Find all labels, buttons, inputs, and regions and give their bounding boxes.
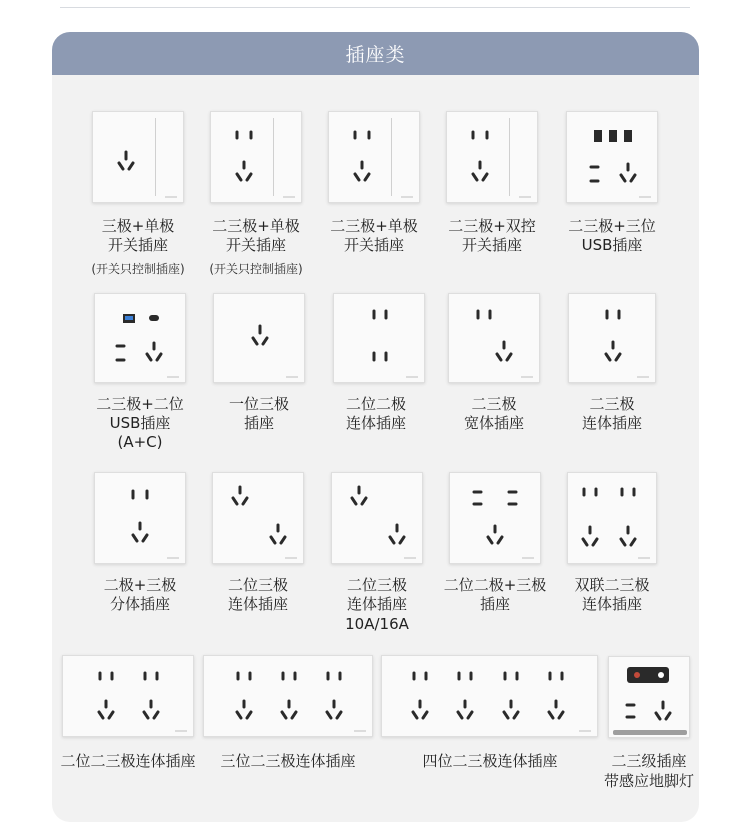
item-6-line2: USB插座: [109, 414, 171, 432]
socket-card-13: [331, 472, 423, 564]
item-9-line1: 二三极: [471, 395, 517, 413]
item-19-line1: 二三级插座: [611, 752, 687, 770]
item-18-label: 四位二三极连体插座: [422, 752, 558, 770]
two-three-pin-outlet-icon: [449, 294, 541, 384]
item-9-line2: 宽体插座: [463, 414, 524, 432]
socket-card-17: [203, 655, 373, 737]
item-15-line2: 连体插座: [581, 595, 642, 613]
socket-card-8: [333, 293, 425, 383]
socket-card-18: [381, 655, 598, 737]
three-pin-outlet-icon: [93, 112, 185, 204]
two-three-pin-outlet-icon: [211, 112, 303, 204]
double-three-pin-outlet-icon: [213, 473, 305, 565]
socket-card-16: [62, 655, 194, 737]
socket-card-9: [448, 293, 540, 383]
item-12-line2: 连体插座: [227, 595, 288, 613]
item-1-line1: 三极+单极: [101, 217, 175, 235]
two-three-pin-outlet-icon: [447, 112, 539, 204]
item-8-line1: 二位二极: [345, 395, 406, 413]
three-gang-two-three-pin-outlet-icon: [204, 656, 374, 738]
two-pin-three-pin-outlet-icon: [450, 473, 542, 565]
socket-card-19: [608, 656, 690, 738]
socket-card-5: [566, 111, 658, 203]
item-11-line2: 分体插座: [109, 595, 170, 613]
socket-card-15: [567, 472, 657, 564]
socket-card-10: [568, 293, 656, 383]
socket-card-2: [210, 111, 302, 203]
two-three-pin-outlet-icon: [95, 473, 187, 565]
three-pin-outlet-icon: [214, 294, 306, 384]
item-10-line1: 二三极: [589, 395, 635, 413]
item-14-line2: 插座: [479, 595, 510, 613]
night-light-outlet-icon: [609, 657, 691, 739]
item-7-line2: 插座: [243, 414, 274, 432]
item-6-line1: 二三极+二位: [96, 395, 184, 413]
item-2-line2: 开关插座: [225, 236, 286, 254]
item-4-line1: 二三极+双控: [448, 217, 536, 235]
double-two-pin-outlet-icon: [334, 294, 426, 384]
item-10-line2: 连体插座: [581, 414, 642, 432]
item-13-line1: 二位三极: [346, 576, 407, 594]
two-three-pin-outlet-icon: [329, 112, 421, 204]
dual-two-three-pin-outlet-icon: [568, 473, 658, 565]
item-19-line2: 带感应地脚灯: [603, 772, 694, 790]
item-17-label: 三位二三极连体插座: [220, 752, 356, 770]
section-banner: [52, 32, 699, 75]
socket-card-14: [449, 472, 541, 564]
item-14-line1: 二位二极+三极: [443, 576, 547, 594]
two-three-pin-outlet-icon: [569, 294, 657, 384]
item-7-line1: 一位三极: [228, 395, 289, 413]
item-16-label: 二位二三极连体插座: [60, 752, 196, 770]
usb-outlet-icon: [567, 112, 659, 204]
socket-card-1: [92, 111, 184, 203]
four-gang-two-three-pin-outlet-icon: [382, 656, 599, 738]
item-12-line1: 二位三极: [227, 576, 288, 594]
socket-card-3: [328, 111, 420, 203]
item-13-line3: 10A/16A: [345, 615, 409, 633]
double-three-pin-outlet-icon: [332, 473, 424, 565]
socket-card-7: [213, 293, 305, 383]
socket-card-6: [94, 293, 186, 383]
item-2-note: (开关只控制插座): [209, 262, 303, 276]
item-11-line1: 二极+三极: [103, 576, 177, 594]
socket-card-4: [446, 111, 538, 203]
item-8-line2: 连体插座: [345, 414, 406, 432]
socket-card-12: [212, 472, 304, 564]
item-2-line1: 二三极+单极: [212, 217, 300, 235]
item-3-line2: 开关插座: [343, 236, 404, 254]
item-6-line3: (A+C): [117, 433, 163, 451]
section-title: 插座类: [345, 44, 406, 66]
item-3-line1: 二三极+单极: [330, 217, 418, 235]
socket-card-11: [94, 472, 186, 564]
item-5-line2: USB插座: [581, 236, 643, 254]
item-1-note: (开关只控制插座): [91, 262, 185, 276]
usb-ac-outlet-icon: [95, 294, 187, 384]
top-divider: [60, 0, 690, 8]
two-gang-two-three-pin-outlet-icon: [63, 656, 195, 738]
item-5-line1: 二三极+三位: [568, 217, 656, 235]
item-15-line1: 双联二三极: [574, 576, 650, 594]
item-4-line2: 开关插座: [461, 236, 522, 254]
item-1-line2: 开关插座: [107, 236, 168, 254]
item-13-line2: 连体插座: [346, 595, 407, 613]
